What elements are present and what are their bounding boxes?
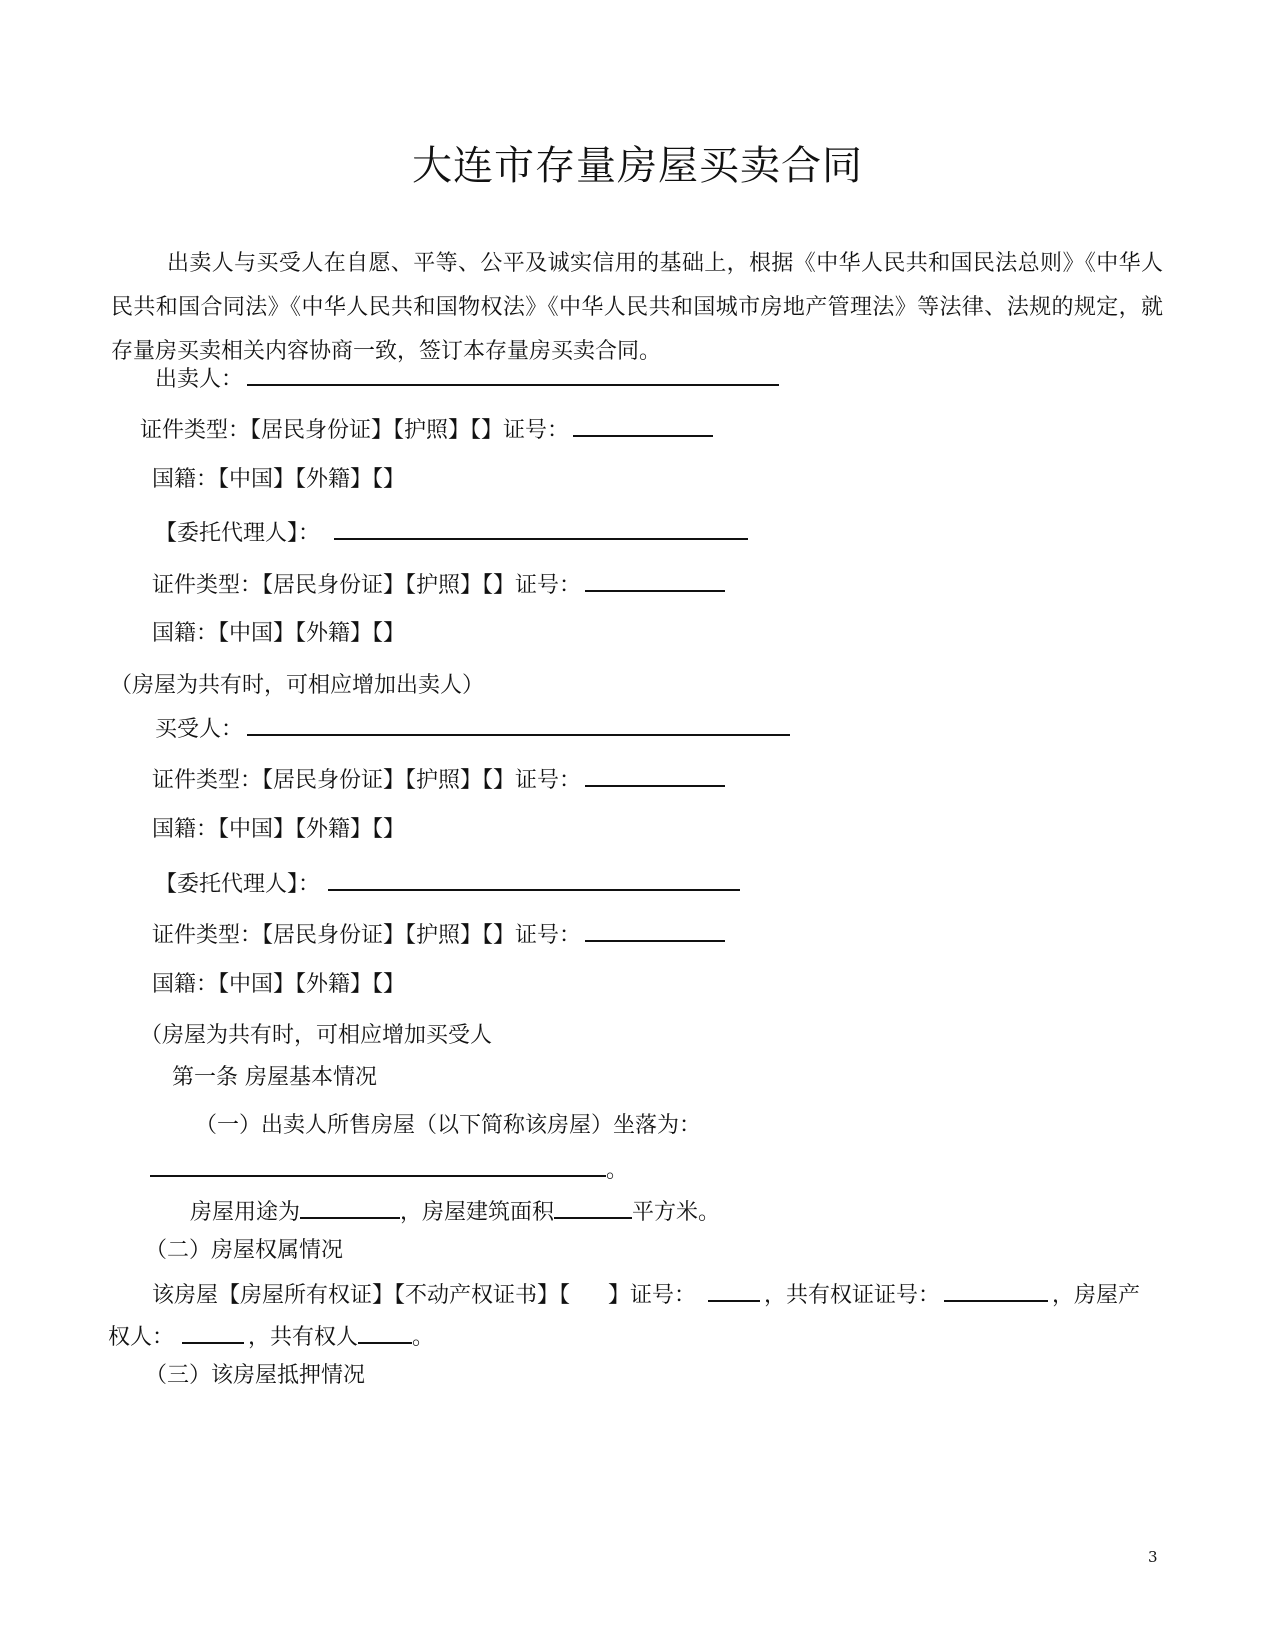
seller-agent-blank [334, 516, 748, 540]
co-owner-blank [358, 1320, 412, 1344]
ownership-e: 权人： [108, 1325, 175, 1350]
usage-mid: ，房屋建筑面积 [400, 1200, 555, 1225]
ownership-b: 】证号： [608, 1283, 697, 1308]
ownership-line-1 [152, 1278, 1140, 1311]
buyer-agent-label: 【委托代理人】： [155, 872, 321, 897]
buyer-agent-line [155, 867, 744, 900]
seller-agent-nationality: 国籍：【中国】【外籍】【】 [152, 621, 406, 646]
owner-blank [182, 1320, 244, 1344]
ownership-line-2 [108, 1320, 434, 1353]
buyer-id-number-blank [585, 763, 725, 787]
ownership-a: 该房屋【房屋所有权证】【不动产权证书】【 [152, 1283, 571, 1308]
usage-blank [300, 1195, 400, 1219]
article1-item1: （一）出卖人所售房屋（以下简称该房屋）坐落为： [195, 1113, 702, 1138]
seller-label: 出卖人： [155, 367, 244, 392]
seller-nationality: 国籍：【中国】【外籍】【】 [152, 467, 406, 492]
area-blank [554, 1195, 632, 1219]
buyer-agent-id-number-blank [585, 918, 725, 942]
seller-line [155, 362, 783, 395]
buyer-note: （房屋为共有时，可相应增加买受人 [140, 1023, 493, 1048]
seller-name-blank [247, 362, 779, 386]
ownership-g: 。 [412, 1325, 435, 1350]
seller-id-number-blank [573, 413, 713, 437]
seller-note: （房屋为共有时，可相应增加出卖人） [110, 673, 485, 698]
usage-suffix: 平方米。 [632, 1200, 721, 1225]
intro-paragraph: 出卖人与买受人在自愿、平等、公平及诚实信用的基础上，根据《中华人民共和国民法总则》《中华人民共和国合同法》《中华人民共和国物权法》《中华人民共和国城市房地产管理法》等法律、法规的规定，就存量房买卖相关内容协商一致，签订本存量房买卖合同。 [111, 251, 1163, 364]
article1-item3: （三）该房屋抵押情况 [145, 1363, 366, 1388]
seller-id-line [140, 413, 717, 446]
seller-agent-id-number-blank [585, 568, 725, 592]
document-title: 大连市存量房屋买卖合同 [412, 143, 863, 189]
ownership-d: ，房屋产 [1052, 1283, 1141, 1308]
buyer-agent-nationality: 国籍：【中国】【外籍】【】 [152, 972, 406, 997]
buyer-agent-blank [328, 867, 740, 891]
usage-line [190, 1195, 720, 1228]
buyer-id-type: 证件类型：【居民身份证】【护照】【】证号： [152, 768, 582, 793]
address-end: 。 [606, 1158, 629, 1183]
buyer-label: 买受人： [155, 717, 244, 742]
seller-agent-label: 【委托代理人】： [155, 521, 321, 546]
buyer-name-blank [247, 712, 790, 736]
ownership-c: ，共有权证证号： [764, 1283, 941, 1308]
seller-agent-id-line [152, 568, 729, 601]
address-line [150, 1153, 628, 1186]
co-cert-number-blank [944, 1278, 1048, 1302]
buyer-nationality: 国籍：【中国】【外籍】【】 [152, 817, 406, 842]
usage-prefix: 房屋用途为 [190, 1200, 301, 1225]
seller-agent-id-type: 证件类型：【居民身份证】【护照】【】证号： [152, 573, 582, 598]
seller-agent-line [155, 516, 752, 549]
buyer-agent-id-line [152, 918, 729, 951]
buyer-line [155, 712, 794, 745]
seller-id-type: 证件类型：【居民身份证】【护照】【】证号： [140, 418, 570, 443]
page-number: 3 [1148, 1548, 1158, 1566]
cert-number-blank [708, 1278, 760, 1302]
article1-item2: （二）房屋权属情况 [145, 1238, 344, 1263]
ownership-f: ，共有权人 [248, 1325, 359, 1350]
address-blank [150, 1153, 606, 1177]
buyer-agent-id-type: 证件类型：【居民身份证】【护照】【】证号： [152, 923, 582, 948]
buyer-id-line [152, 763, 729, 796]
article1-heading: 第一条 房屋基本情况 [172, 1065, 377, 1090]
